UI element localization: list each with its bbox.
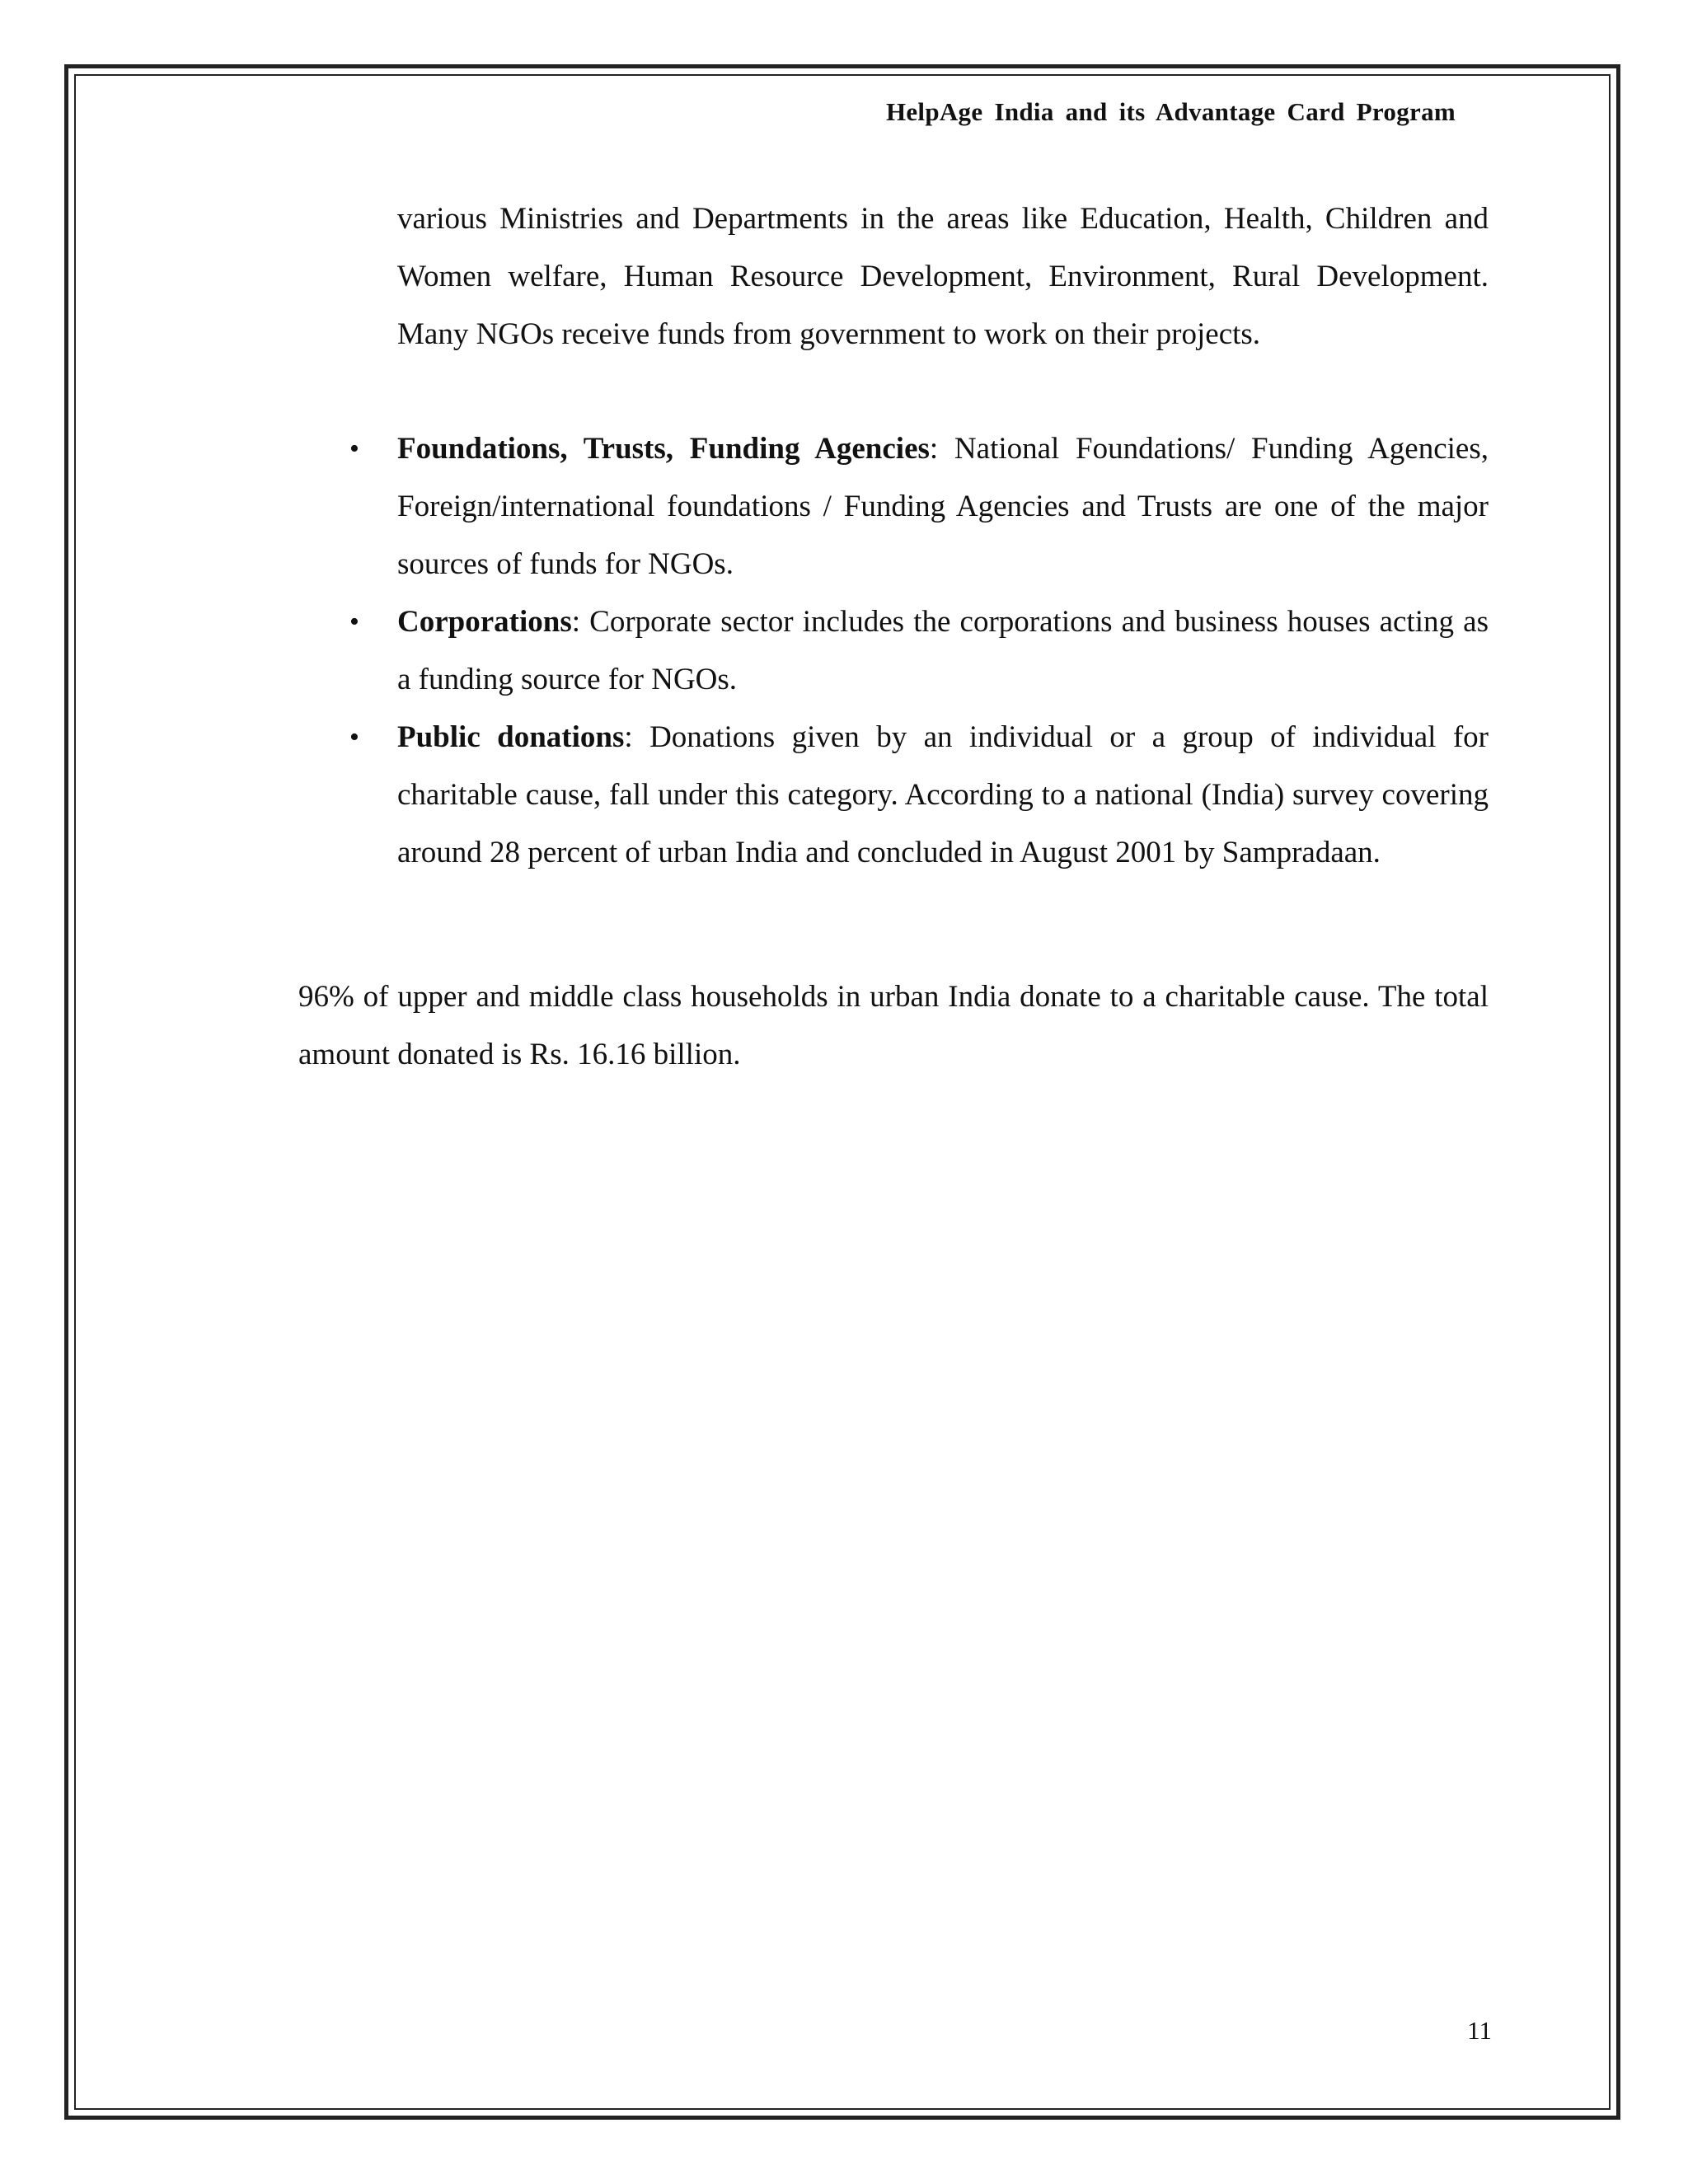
list-item-text: Donations given by an individual or a group of individual for charitable cause, fall under this category. According to a national (India) survey covering around 28 percent of urban India and concluded in August 2001 by Sampradaan. (397, 720, 1489, 869)
funding-sources-list (349, 420, 1489, 882)
list-item-separator: : (624, 720, 633, 754)
list-item-separator: : (571, 605, 581, 639)
list-item-term: Foundations, Trusts, Funding Agencies (397, 432, 930, 466)
bullet-icon: • (349, 434, 359, 464)
list-item-term: Public donations (397, 720, 625, 754)
list-item-corporations (349, 593, 1489, 709)
continued-paragraph: various Ministries and Departments in the areas like Education, Health, Children and Women welfare, Human Resource Development, Environment, Rural Development. Many NGOs receive funds from government to work on their projects. (397, 202, 1489, 351)
closing-paragraph: 96% of upper and middle class households in urban India donate to a charitable cause. The total amount donated is Rs. 16.16 billion. (298, 980, 1489, 1071)
page-number: 11 (1467, 2016, 1492, 2045)
list-item-separator: : (929, 432, 939, 466)
running-header: HelpAge India and its Advantage Card Program (885, 97, 1456, 126)
bullet-icon: • (349, 607, 359, 637)
bullet-icon: • (349, 722, 359, 752)
list-item-public-donations (349, 709, 1489, 882)
list-item-text: National Foundations/ Funding Agencies, Foreign/international foundations / Funding Agencies and Trusts are one of the major sources of funds for NGOs. (397, 432, 1489, 581)
list-item-term: Corporations (397, 605, 572, 639)
list-item-text: Corporate sector includes the corporations and business houses acting as a funding source for NGOs. (397, 605, 1489, 696)
list-item-foundations (349, 420, 1489, 593)
